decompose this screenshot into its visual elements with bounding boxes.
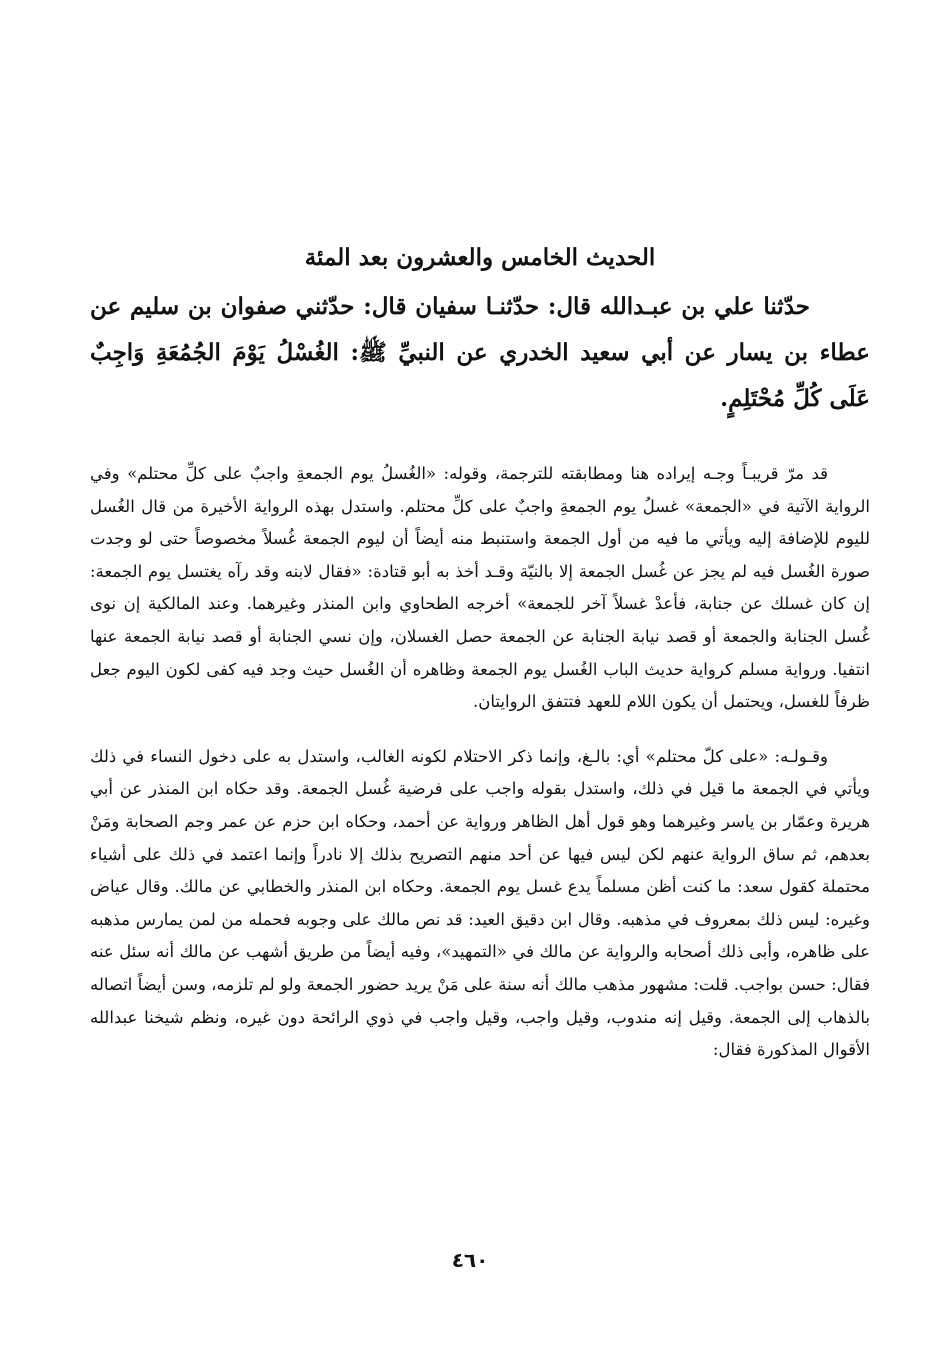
page-number: ٤٦٠ [451, 1248, 489, 1272]
commentary-paragraph-1: قد مرّ قريبـاً وجـه إيراده هنا ومطابقته للترجمة، وقوله: «الغُسلُ يوم الجمعةِ واجبٌ على كلِّ محتلم» وفي الرواية الآتية في «الجمعة» غسلُ يوم الجمعةِ واجبٌ على كلِّ محتلم. واستدل بهذه الرواية الأخيرة من قال الغُسل لليوم للإضافة إليه ويأتي ما فيه من أول الجمعة واستنبط منه أيضاً أن ليوم الجمعة غُسلاً مخصوصاً حتى لو وجدت صورة الغُسل فيه لم يجز عن غُسل الجمعة إلا بالنيّة وقـد أخذ به أبو قتادة: «فقال لابنه وقد رآه يغتسل يوم الجمعة: إن كان غسلك عن جنابة، فأعدْ غسلاً آخر للجمعة» أخرجه الطحاوي وابن المنذر وغيرهما. وعند المالكية إن نوى غُسل الجنابة والجمعة أو قصد نيابة الجنابة عن الجمعة حصل الغسلان، وإن نسي الجنابة أو قصد نيابة الجمعة عنها انتفيا. ورواية مسلم كرواية حديث الباب الغُسل يوم الجمعة وظاهره أن الغُسل حيث وجد فيه كفى لكون اليوم جعل ظرفاً للغسل، ويحتمل أن يكون اللام للعهد فتتفق الروايتان. [90, 464, 870, 712]
page-title: الحديث الخامس والعشرون بعد المئة [304, 244, 656, 271]
commentary-paragraph-2: وقـولـه: «على كلّ محتلم» أي: بالـغ، وإنما ذكر الاحتلام لكونه الغالب، واستدل به على دخول النساء في ذلك ويأتي في الجمعة ما قيل في ذلك، واستدل بقوله واجب على فرضية غُسل الجمعة. وقد حكاه ابن المنذر عن أبي هريرة وعمّار بن ياسر وغيرهما وهو قول أهل الظاهر ورواية عن أحمد، وحكاه ابن حزم عن عمر وجم الصحابة ومَنْ بعدهم، ثم ساق الرواية عنهم لكن ليس فيها عن أحد منهم التصريح بذلك إلا نادراً وإنما اعتمد في ذلك على أشياء محتملة كقول سعد: ما كنت أظن مسلماً يدع غسل يوم الجمعة. وحكاه ابن المنذر والخطابي عن مالك. وقال عياض وغيره: ليس ذلك بمعروف في مذهبه. وقال ابن دقيق العيد: قد نص مالك على وجوبه فحمله من لمن يمارس مذهبه على ظاهره، وأبى ذلك أصحابه والرواية عن مالك في «التمهيد»، وفيه أيضاً من طريق أشهب عن مالك أنه سئل عنه فقال: حسن بواجب. قلت: مشهور مذهب مالك أنه سنة على مَنْ يريد حضور الجمعة ولو لم تلزمه، وسن أيضاً اتصاله بالذهاب إلى الجمعة. وقيل إنه مندوب، وقيل واجب، وقيل واجب في ذوي الرائحة دون غيره، ونظم شيخنا عبدالله الأقوال المذكورة فقال: [90, 746, 870, 1060]
hadith-text: حدّثنا علي بن عبـدالله قال: حدّثنـا سفيان قال: حدّثني صفوان بن سليم عن عطاء بن يسار عن أبي سعيد الخدري عن النبيِّ ﷺ: الغُسْلُ يَوْمَ الجُمُعَةِ وَاجِبٌ عَلَى كُلِّ مُحْتَلِمٍ. [90, 293, 870, 412]
page-body [90, 240, 870, 1067]
